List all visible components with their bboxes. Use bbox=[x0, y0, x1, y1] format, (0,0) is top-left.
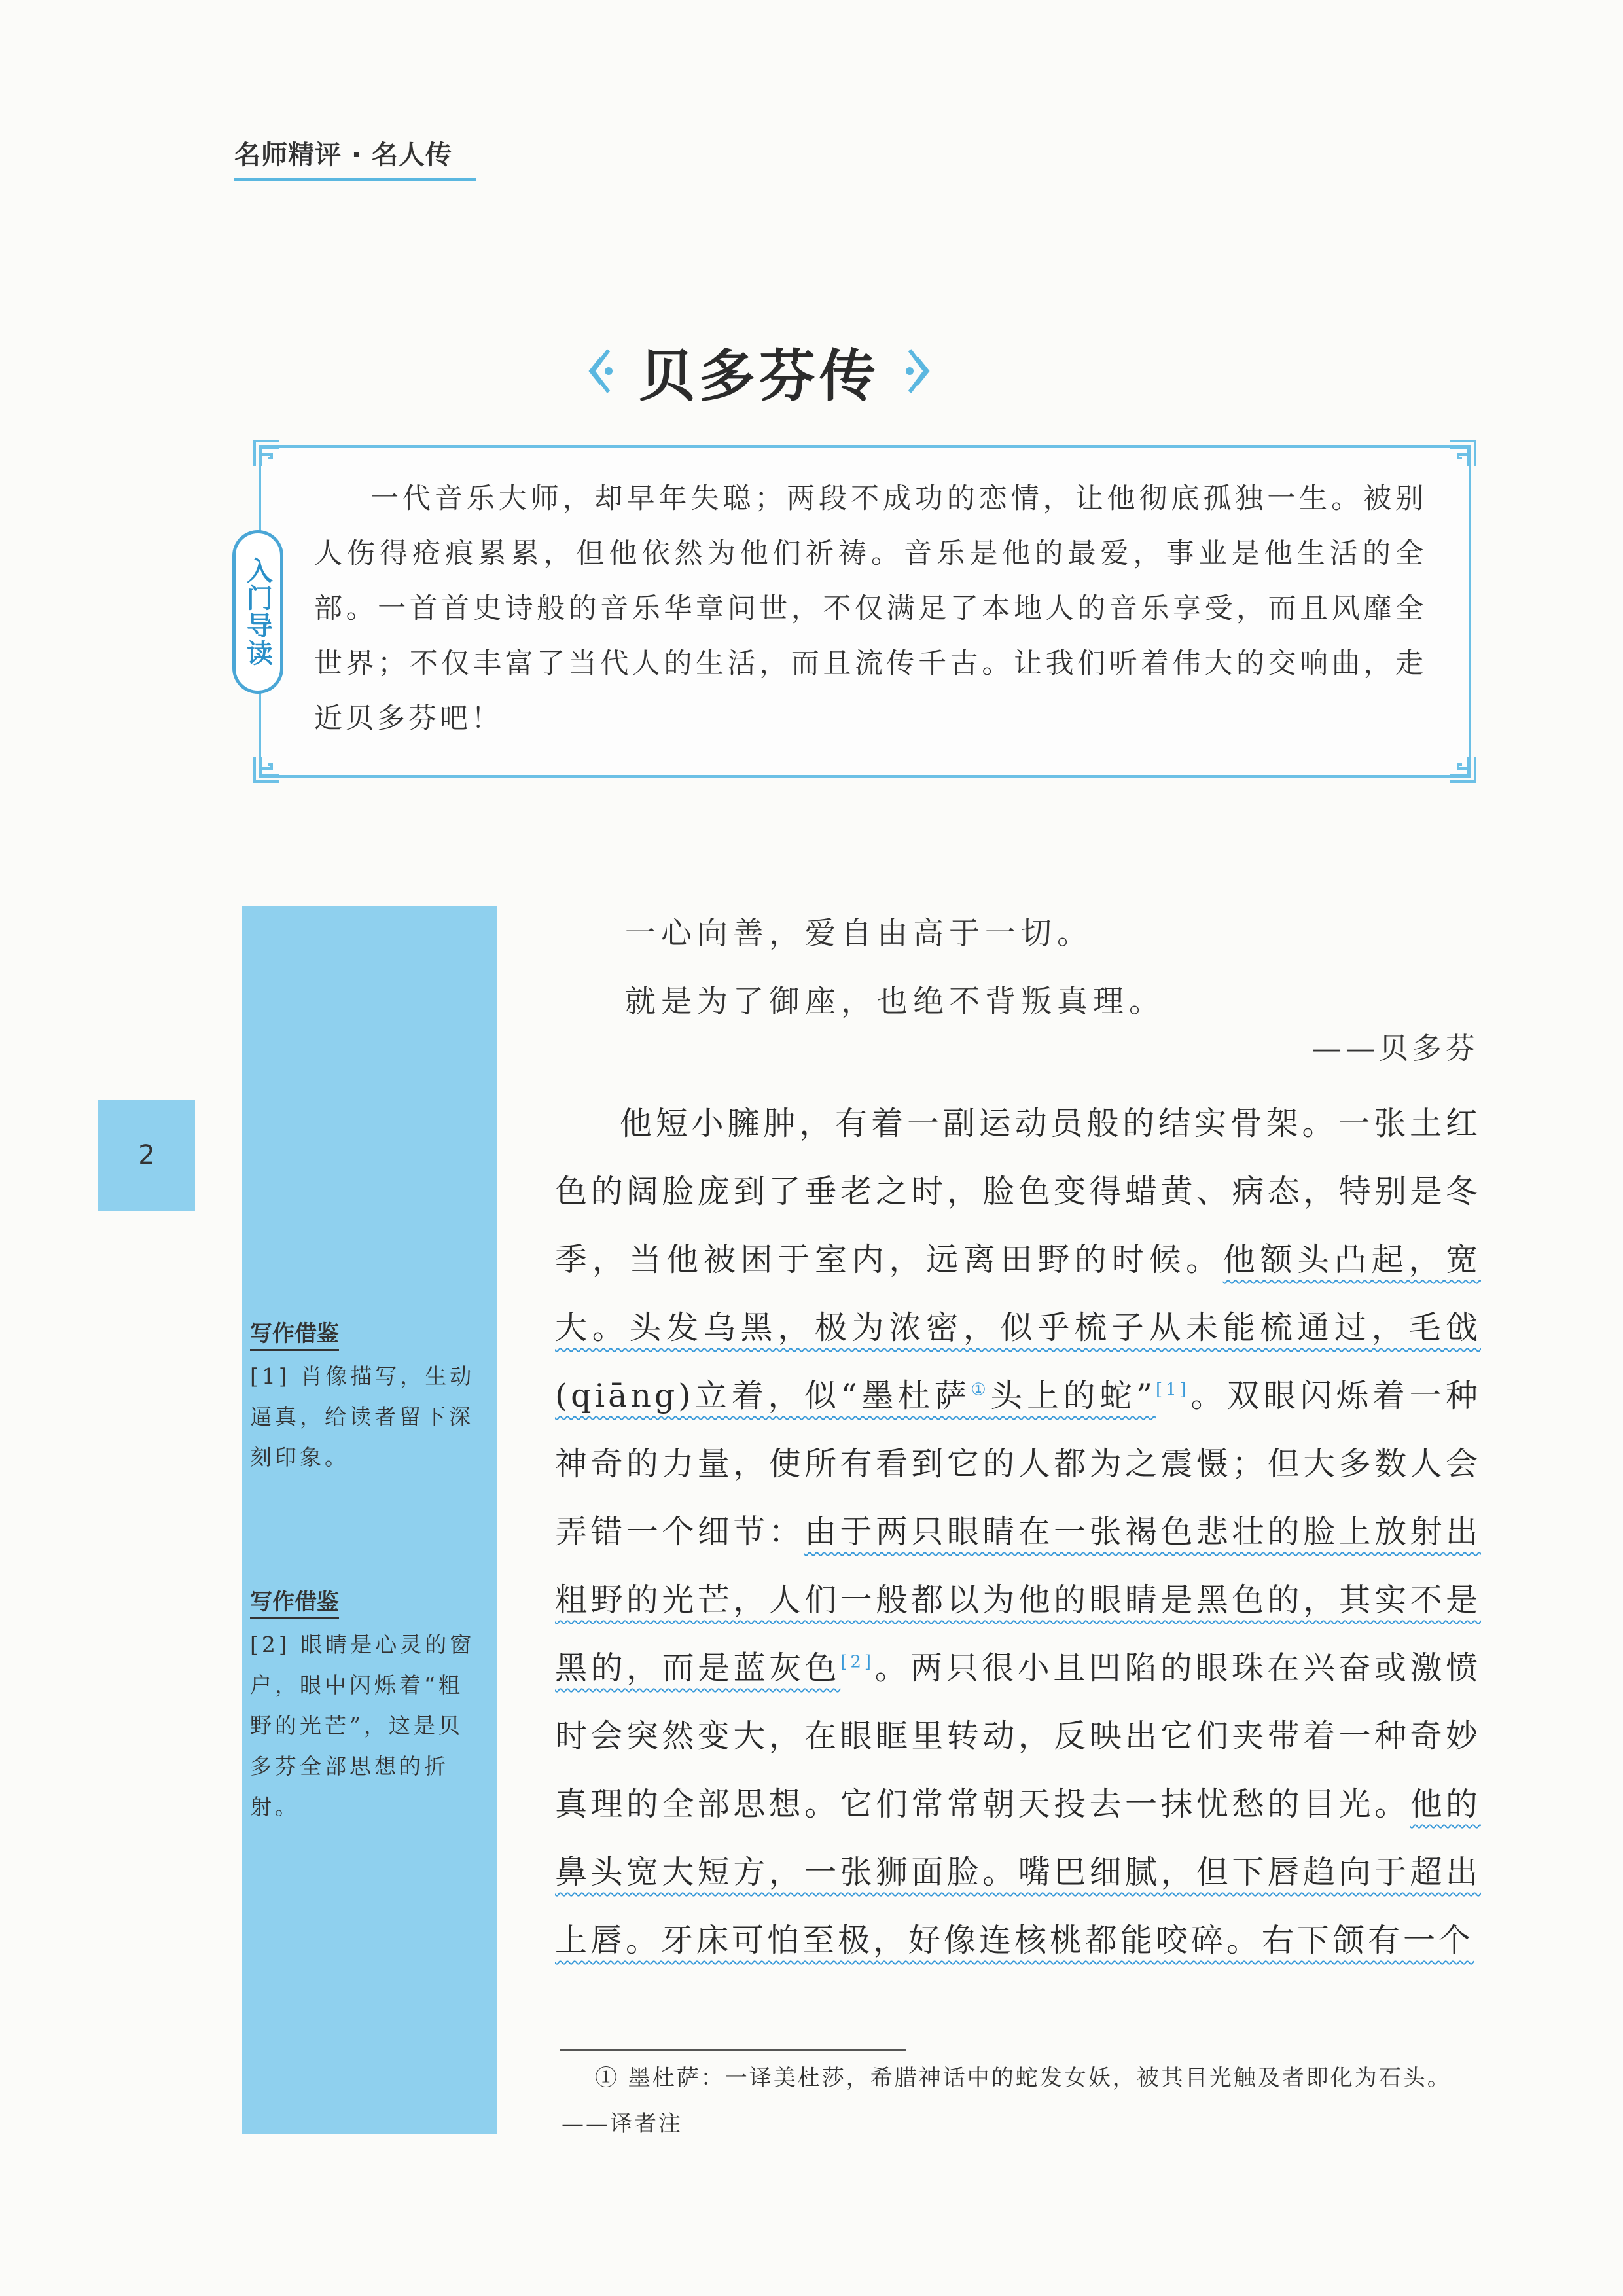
page-title: 贝多芬传 bbox=[639, 343, 880, 409]
right-ornament-icon bbox=[899, 345, 938, 397]
sidebar-notes bbox=[242, 906, 497, 2134]
quote-line: 就是为了御座，也绝不背叛真理。 bbox=[625, 984, 1165, 1020]
body-sentence: 他额头凸起，宽大。头发乌黑，极为浓密，似乎梳子从未能梳通过，毛戗(qiāng)立着，似“墨杜萨 bbox=[555, 1241, 1481, 1414]
footnote: ① 墨杜萨：一译美杜莎，希腊神话中的蛇发女妖，被其目光触及者即化为石头。——译者注 bbox=[562, 2065, 1452, 2137]
footnote-rule bbox=[560, 2049, 906, 2051]
corner-ornament-icon bbox=[1448, 439, 1478, 469]
corner-ornament-icon bbox=[252, 439, 282, 469]
title-row bbox=[0, 331, 1571, 412]
body-sentence: 他短小臃肿，有着一副运动员般的结实骨架。一张土红色的阔脸庞到了垂老之时，脸色变得蜡黄、病态，特别是冬季，当他被困于室内，远离田野的时候。 bbox=[555, 1105, 1481, 1278]
note-2 bbox=[250, 1584, 486, 1827]
note-title: 写作借鉴 bbox=[250, 1584, 339, 1619]
quote-author: ——贝多芬 bbox=[1311, 1031, 1479, 1066]
epigraph bbox=[625, 900, 1476, 1036]
footnote-marker: ① bbox=[971, 1380, 991, 1400]
quote-line: 一心向善，爱自由高于一切。 bbox=[625, 916, 1093, 952]
intro-tab bbox=[232, 530, 283, 694]
body-sentence: 。两只很小且凹陷的眼珠在兴奋或激愤时会突然变大，在眼眶里转动，反映出它们夹带着一种奇妙真理的全部思想。它们常常朝天投去一抹忧愁的目光。 bbox=[555, 1649, 1481, 1823]
reference-marker: [2] bbox=[840, 1652, 875, 1672]
note-1 bbox=[250, 1316, 486, 1478]
body-sentence: 。双眼闪烁着一种神奇的力量，使所有看到它的人都为之震慑；但大多数人会弄错一个细节： bbox=[555, 1377, 1481, 1551]
intro-text: 一代音乐大师，却早年失聪；两段不成功的恋情，让他彻底孤独一生。被别人伤得疮痕累累，但他依然为他们祈祷。音乐是他的最爱，事业是他生活的全部。一首首史诗般的音乐华章问世，不仅满足了本地人的音乐享受，而且风靡全世界；不仅丰富了当代人的生活，而且流传千古。让我们听着伟大的交响曲，走近贝多芬吧！ bbox=[314, 482, 1427, 735]
intro-tab-label: 入门导读 bbox=[242, 557, 273, 667]
underlined-passage: 由于两只眼睛在一张褐色悲壮的脸上放射出粗野的光芒，人们一般都以为他的眼睛是黑色的，其实不是黑的，而是蓝灰色 bbox=[555, 1513, 1481, 1687]
series-header: 名师精评 · 名人传 bbox=[234, 134, 476, 181]
underlined-passage: 他的鼻头宽大短方，一张狮面脸。嘴巴细腻，但下唇趋向于超出上唇。牙床可怕至极，好像连核桃都能咬碎。右下颌有一个 bbox=[555, 1785, 1481, 1959]
left-ornament-icon bbox=[580, 345, 619, 397]
page-number: 2 bbox=[98, 1100, 195, 1211]
note-text: [2] 眼睛是心灵的窗户，眼中闪烁着“粗野的光芒”，这是贝多芬全部思想的折射。 bbox=[250, 1632, 475, 1820]
note-text: [1] 肖像描写，生动逼真，给读者留下深刻印象。 bbox=[250, 1363, 475, 1470]
body-sentence: 头上的蛇” bbox=[990, 1377, 1156, 1414]
corner-ornament-icon bbox=[252, 754, 282, 784]
note-title: 写作借鉴 bbox=[250, 1316, 339, 1351]
body-text bbox=[555, 1090, 1481, 1975]
reference-marker: [1] bbox=[1155, 1380, 1190, 1400]
corner-ornament-icon bbox=[1448, 754, 1478, 784]
